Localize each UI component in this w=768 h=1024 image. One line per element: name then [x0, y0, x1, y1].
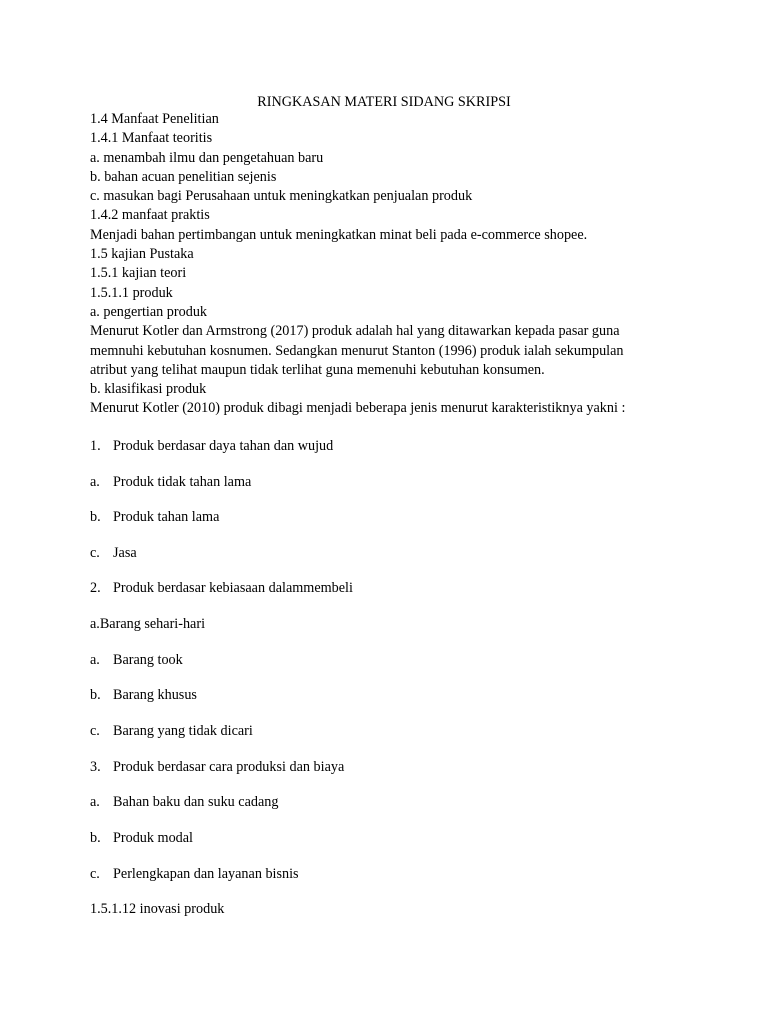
list-item-text: Perlengkapan dan layanan bisnis: [113, 866, 299, 882]
list-item-text: Barang yang tidak dicari: [113, 723, 253, 739]
paragraph-line: Menurut Kotler dan Armstrong (2017) produk adalah hal yang ditawarkan kepada pasar guna: [90, 323, 620, 340]
list-item-text: a.Barang sehari-hari: [90, 616, 206, 632]
list-item-text: Bahan baku dan suku cadang: [113, 794, 279, 810]
subheading-klasifikasi-produk: b. klasifikasi produk: [90, 381, 207, 398]
paragraph-line: atribut yang telihat maupun tidak terlihat guna memenuhi kebutuhan konsumen.: [90, 361, 545, 378]
list-marker: a.: [90, 474, 100, 490]
list-marker: c.: [90, 866, 100, 882]
list-marker: 1.: [90, 438, 101, 454]
subheading-pengertian-produk: a. pengertian produk: [90, 303, 208, 320]
paragraph-line: a. menambah ilmu dan pengetahuan baru: [90, 149, 324, 166]
section-heading-inovasi-produk: [90, 899, 224, 919]
paragraph-line: memnuhi kebutuhan kosnumen. Sedangkan menurut Stanton (1996) produk ialah sekumpulan: [90, 342, 624, 359]
list-marker: b.: [90, 830, 101, 846]
list-item-text: Jasa: [113, 545, 137, 561]
list-item-text: Produk modal: [113, 830, 193, 846]
list-marker: 2.: [90, 580, 101, 596]
list-marker: c.: [90, 545, 100, 561]
list-item-text: Produk berdasar kebiasaan dalammembeli: [113, 580, 353, 596]
list-marker: a.: [90, 652, 100, 668]
body-text: [90, 110, 730, 419]
paragraph-line: Menurut Kotler (2010) produk dibagi menjadi beberapa jenis menurut karakteristiknya yakni :: [90, 400, 626, 417]
list-marker: 3.: [90, 759, 101, 775]
list-item-text: Produk tahan lama: [113, 509, 220, 525]
list-item-text: 1.5.1.12 inovasi produk: [90, 901, 225, 917]
list-marker: b.: [90, 687, 101, 703]
heading-manfaat-penelitian: 1.4 Manfaat Penelitian: [90, 111, 219, 127]
list-marker: b.: [90, 509, 101, 525]
paragraph-line: c. masukan bagi Perusahaan untuk meningkatkan penjualan produk: [90, 188, 473, 205]
heading-produk: 1.5.1.1 produk: [90, 284, 173, 301]
heading-manfaat-praktis: 1.4.2 manfaat praktis: [90, 207, 210, 224]
list-marker: a.: [90, 794, 100, 810]
document-title: RINGKASAN MATERI SIDANG SKRIPSI: [257, 94, 511, 110]
heading-kajian-pustaka: 1.5 kajian Pustaka: [90, 246, 194, 263]
list-item: [90, 614, 205, 634]
paragraph-line: Menjadi bahan pertimbangan untuk meningkatkan minat beli pada e-commerce shopee.: [90, 226, 588, 243]
list-item-text: Barang took: [113, 652, 183, 668]
paragraph-line: b. bahan acuan penelitian sejenis: [90, 168, 277, 185]
list-item-text: Produk berdasar daya tahan dan wujud: [113, 438, 334, 454]
list-marker: c.: [90, 723, 100, 739]
list-item-text: Produk berdasar cara produksi dan biaya: [113, 759, 345, 775]
list-item-text: Barang khusus: [113, 687, 197, 703]
heading-manfaat-teoritis: 1.4.1 Manfaat teoritis: [90, 130, 213, 147]
heading-kajian-teori: 1.5.1 kajian teori: [90, 265, 187, 282]
list-item-text: Produk tidak tahan lama: [113, 474, 252, 490]
